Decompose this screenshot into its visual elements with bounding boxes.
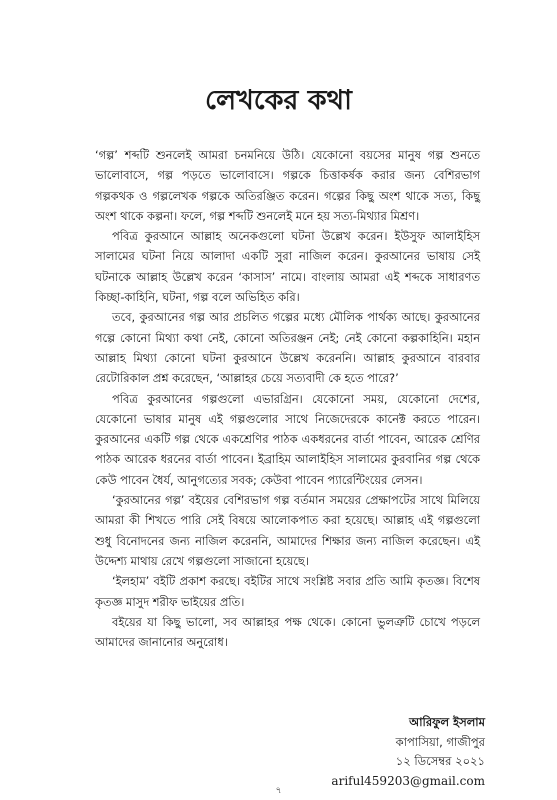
- author-name: আরিফুল ইসলাম: [409, 715, 485, 729]
- paragraph-1: ‘গল্প’ শব্দটি শুনলেই আমরা চনমনিয়ে উঠি। যেকোনো বয়সের মানুষ গল্প শুনতে ভালোবাসে, গল্প পড়তে ভালোবাসে। গল্পকে চিত্তাকর্ষক করার জন্য বেশিরভাগ গল্পকথক ও গল্পলেখক গল্পকে অতিরঞ্জিত করেন। গল্পের কিছু অংশ থাকে সত্য, কিছু অংশ থাকে কল্পনা। ফলে, গল্প শব্দটি শুনলেই মনে হয় সত্য-মিথ্যার মিশ্রণ।: [95, 148, 480, 223]
- paragraph-5: ‘কুরআনের গল্প’ বইয়ের বেশিরভাগ গল্প বর্তমান সময়ের প্রেক্ষাপটের সাথে মিলিয়ে আমরা কী শিখতে পারি সেই বিষয়ে আলোকপাত করা হয়েছে। আল্লাহ এই গল্পগুলো শুধু বিনোদনের জন্য নাজিল করেননি, আমাদের শিক্ষার জন্য নাজিল করেছেন। এই উদ্দেশ্য মাথায় রেখে গল্পগুলো সাজানো হয়েছে।: [95, 493, 480, 568]
- page-number: ৭: [275, 786, 282, 796]
- author-location: কাপাসিয়া, গাজীপুর: [395, 734, 485, 749]
- paragraph-4: পবিত্র কুরআনের গল্পগুলো এভারগ্রিন। যেকোনো সময়, যেকোনো দেশের, যেকোনো ভাষার মানুষ এই গল্পগুলোর সাথে নিজেদেরকে কানেক্ট করতে পারেন। কুরআনের একটি গল্প থেকে একশ্রেণির পাঠক একধরনের বার্তা পাবেন, আরেক শ্রেণির পাঠক আরেক ধরনের বার্তা পাবেন। ইব্রাহিম আলাইহিস সালামের কুরবানির গল্প থেকে কেউ পাবেন ধৈর্য, আনুগত্যের সবক; কেউবা পাবেন প্যারেন্টিংয়ের লেসন।: [95, 391, 480, 487]
- paragraph-2: পবিত্র কুরআনে আল্লাহ অনেকগুলো ঘটনা উল্লেখ করেন। ইউসুফ আলাইহিস সালামের ঘটনা নিয়ে আলাদা একটি সুরা নাজিল করেন। কুরআনের ভাষায় সেই ঘটনাকে আল্লাহ উল্লেখ করেন ‘কাসাস’ নামে। বাংলায় আমরা এই শব্দকে সাধারণত কিচ্ছা-কাহিনি, ঘটনা, গল্প বলে অভিহিত করি।: [95, 229, 480, 305]
- author-signature: [331, 713, 485, 791]
- page-title: লেখকের কথা: [205, 85, 352, 116]
- paragraph-3: তবে, কুরআনের গল্প আর প্রচলিত গল্পের মধ্যে মৌলিক পার্থক্য আছে। কুরআনের গল্পে কোনো মিথ্যা কথা নেই, কোনো অতিরঞ্জন নেই; নেই কোনো কল্পকাহিনি। মহান আল্লাহ মিথ্যা কোনো ঘটনা কুরআনে উল্লেখ করেননি। আল্লাহ কুরআনে বারবার রেটোরিকাল প্রশ্ন করেছেন, ‘আল্লাহর চেয়ে সত্যবাদী কে হতে পারে?’: [95, 310, 480, 386]
- author-email: ariful459203@gmail.com: [331, 773, 485, 788]
- signature-date: ১২ ডিসেম্বর ২০২১: [395, 754, 485, 768]
- paragraph-6: ‘ইলহাম’ বইটি প্রকাশ করছে। বইটির সাথে সংশ্লিষ্ট সবার প্রতি আমি কৃতজ্ঞ। বিশেষ কৃতজ্ঞ মাসুদ শরীফ ভাইয়ের প্রতি।: [95, 574, 480, 609]
- paragraph-7: বইয়ের যা কিছু ভালো, সব আল্লাহর পক্ষ থেকে। কোনো ভুলত্রুটি চোখে পড়লে আমাদের জানানোর অনুরোধ।: [95, 614, 480, 650]
- preface-body: [95, 145, 480, 652]
